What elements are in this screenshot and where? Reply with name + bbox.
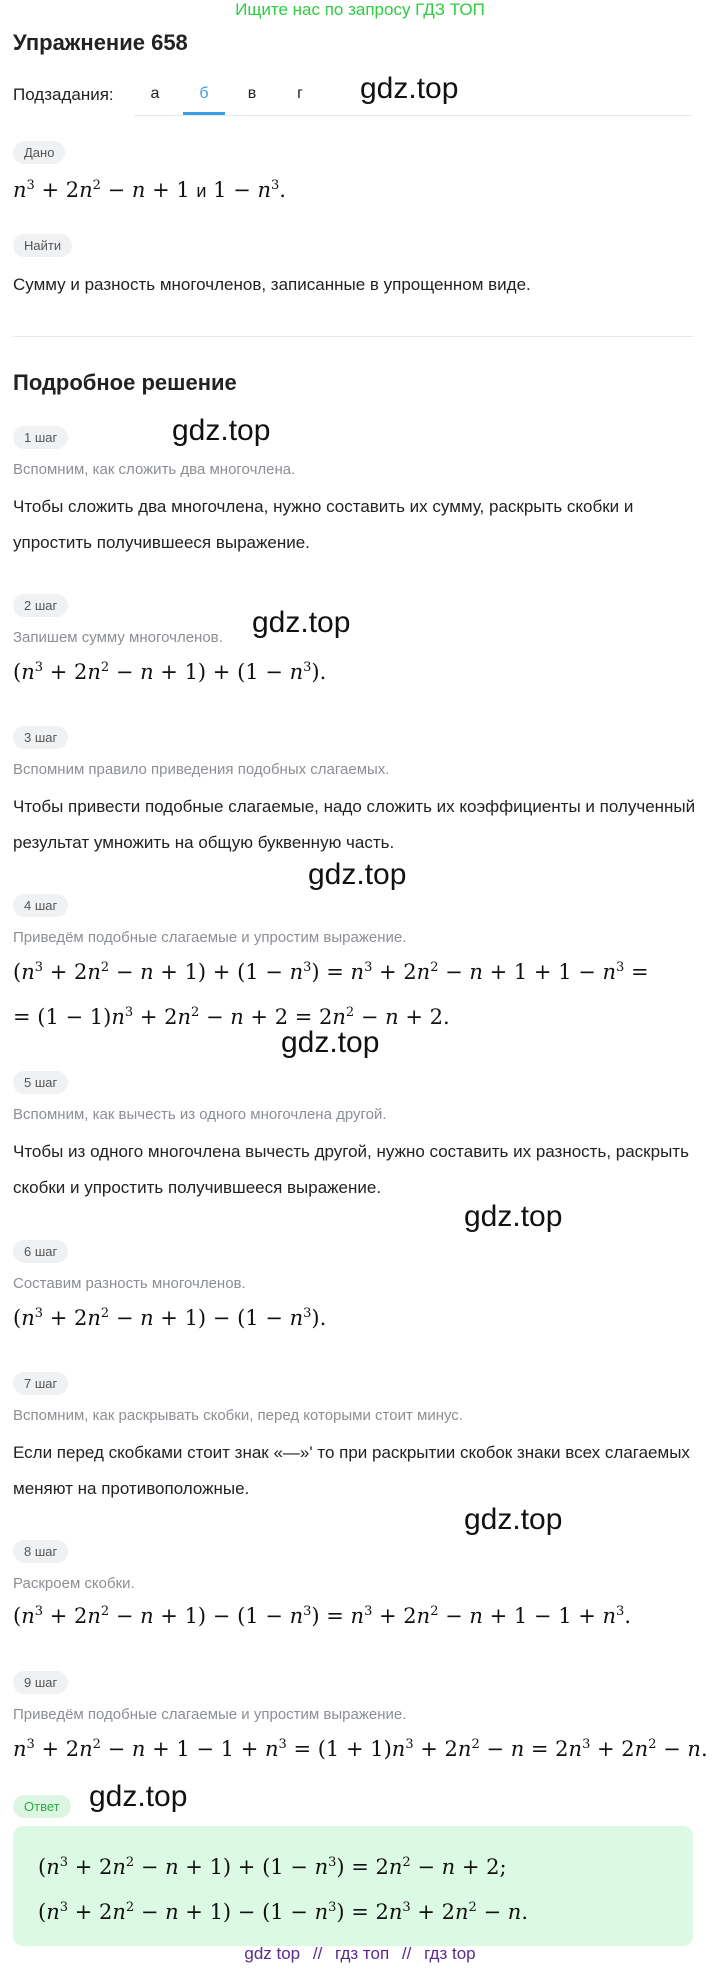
step-math-line-2: = $(1 - 1)n^3 + 2n^2 - n + 2 = 2n^2 - n + 2$. [13,1005,450,1029]
step-math-line-1: $(n^3 + 2n^2 - n + 1) + (1 - n^3) = n^3 + 2n^2 - n + 1 + 1 - n^3$ = [13,960,649,984]
tab-b[interactable]: б [199,85,209,102]
step-chip: 4 шаг [13,894,68,917]
step-chip: 8 шаг [13,1540,68,1563]
active-tab-indicator [183,112,225,115]
page-title: Упражнение 658 [13,30,188,55]
step-hint: Вспомним, как вычесть из одного многочлена другой. [13,1106,387,1123]
step-chip: 2 шаг [13,594,68,617]
find-chip: Найти [13,234,72,257]
step-hint: Вспомним, как сложить два многочлена. [13,461,296,478]
footer [0,1944,720,1964]
step-math: $(n^3 + 2n^2 - n + 1) - (1 - n^3)$. [13,1306,327,1330]
given-expression: $n^3 + 2n^2 - n + 1$ и $1 - n^3$. [13,178,286,202]
solution-title: Подробное решение [13,370,237,395]
step-hint: Составим разность многочленов. [13,1275,246,1292]
watermark: gdz.top [464,1200,563,1233]
step-chip: 3 шаг [13,726,68,749]
footer-link[interactable]: гдз top [424,1944,476,1963]
answer-chip: Ответ [13,1795,71,1818]
step-2 [13,594,68,617]
footer-separator: // [312,1944,323,1963]
watermark: gdz.top [308,858,407,891]
step-chip: 5 шаг [13,1071,68,1094]
step-6 [13,1240,68,1263]
step-hint: Приведём подобные слагаемые и упростим выражение. [13,1706,407,1723]
watermark: gdz.top [89,1780,188,1813]
watermark: gdz.top [281,1026,380,1059]
given-chip-wrap [13,141,65,164]
step-text: Чтобы сложить два многочлена, нужно составить их сумму, раскрыть скобки и упростить получившееся выражение. [13,497,634,552]
step-math: $(n^3 + 2n^2 - n + 1) + (1 - n^3)$. [13,660,327,684]
step-3 [13,726,68,749]
footer-link[interactable]: gdz top [244,1944,301,1963]
tabs-divider [134,115,692,116]
answer-line-2: $(n^3 + 2n^2 - n + 1) - (1 - n^3) = 2n^3 + 2n^2 - n$. [38,1900,528,1924]
step-1 [13,426,68,449]
step-hint: Запишем сумму многочленов. [13,629,223,646]
section-divider [13,336,693,337]
step-text: Чтобы из одного многочлена вычесть другой, нужно составить их разность, раскрыть скобки и упростить получившееся выражение. [13,1142,689,1197]
step-hint: Вспомним правило приведения подобных слагаемых. [13,761,390,778]
tab-v[interactable]: в [247,85,257,102]
given-chip: Дано [13,141,65,164]
tab-a[interactable]: а [150,85,160,102]
step-math: $n^3 + 2n^2 - n + 1 - 1 + n^3 = (1 + 1)n^3 + 2n^2 - n = 2n^3 + 2n^2 - n$. [13,1737,708,1761]
footer-separator: // [401,1944,412,1963]
answer-line-1: $(n^3 + 2n^2 - n + 1) + (1 - n^3) = 2n^2 - n + 2$; [38,1855,507,1879]
step-hint: Приведём подобные слагаемые и упростим выражение. [13,929,407,946]
step-text: Если перед скобками стоит знак «—»' то при раскрытии скобок знаки всех слагаемых меняют на противоположные. [13,1443,690,1498]
answer-box [13,1826,693,1946]
subtasks-label: Подзадания: [13,85,114,104]
step-chip: 9 шаг [13,1671,68,1694]
step-chip: 6 шаг [13,1240,68,1263]
step-chip: 1 шаг [13,426,68,449]
top-banner: Ищите нас по запросу ГДЗ ТОП [235,0,485,19]
tab-g[interactable]: г [297,85,303,102]
step-5 [13,1071,68,1094]
step-9 [13,1671,68,1694]
find-chip-wrap [13,234,72,257]
step-math: $(n^3 + 2n^2 - n + 1) - (1 - n^3) = n^3 + 2n^2 - n + 1 - 1 + n^3$. [13,1604,632,1628]
watermark: gdz.top [252,606,351,639]
step-4 [13,894,68,917]
footer-link[interactable]: гдз топ [335,1944,390,1963]
watermark: gdz.top [172,414,271,447]
step-text: Чтобы привести подобные слагаемые, надо сложить их коэффициенты и полученный результат умножить на общую буквенную часть. [13,797,696,852]
step-8 [13,1540,68,1563]
watermark: gdz.top [360,72,459,105]
step-hint: Вспомним, как раскрывать скобки, перед которыми стоит минус. [13,1407,463,1424]
step-hint: Раскроем скобки. [13,1575,135,1592]
find-text: Сумму и разность многочленов, записанные в упрощенном виде. [13,275,531,294]
answer-chip-wrap [13,1795,71,1818]
step-7 [13,1372,68,1395]
watermark: gdz.top [464,1503,563,1536]
step-chip: 7 шаг [13,1372,68,1395]
